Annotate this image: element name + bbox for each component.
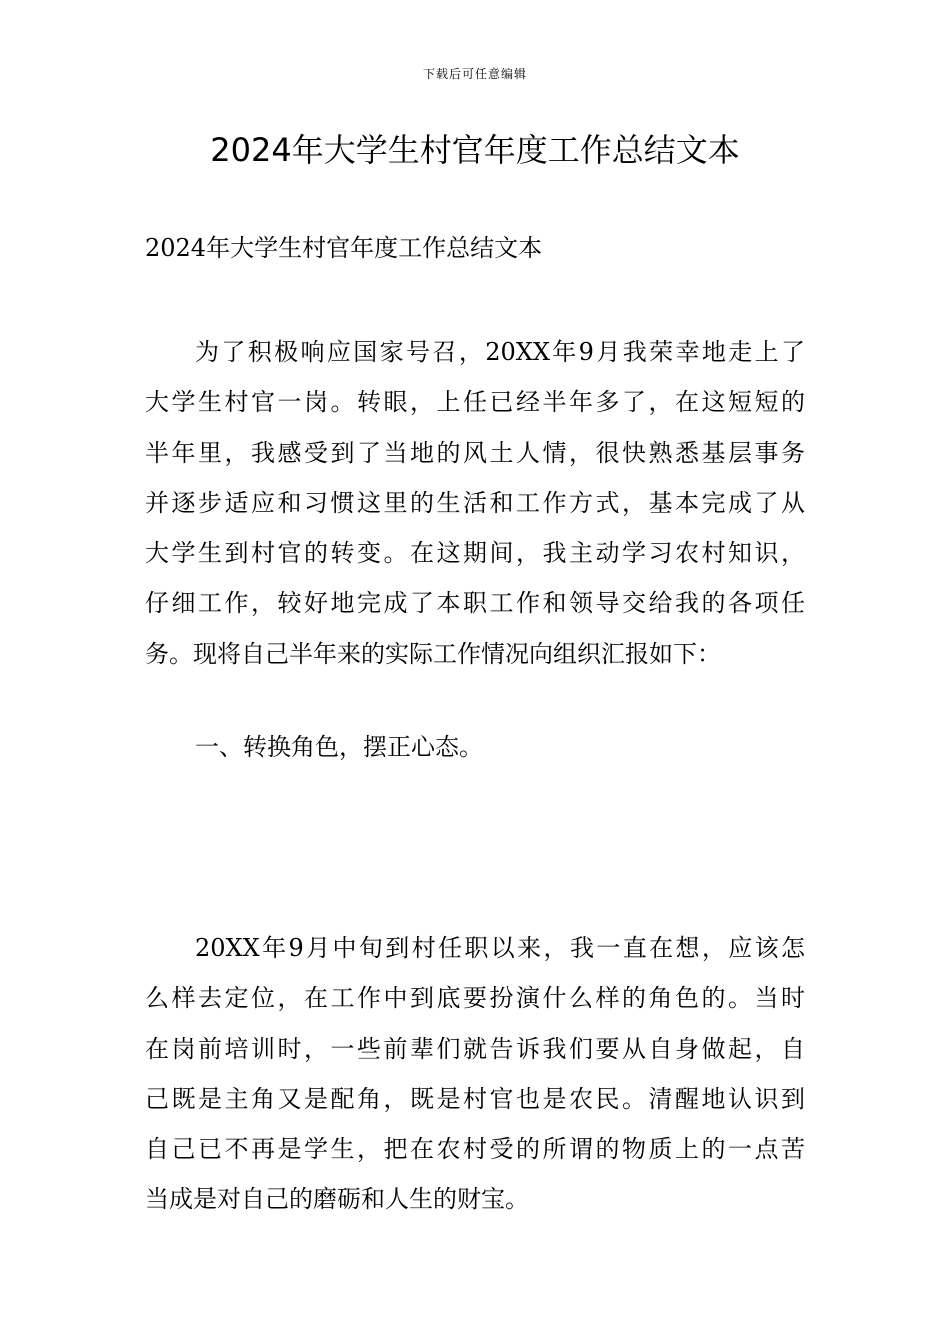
paragraph-line: 为了积极响应国家号召，20XX年9月我荣幸地走上了 [195, 338, 805, 366]
paragraph-line: 么样去定位，在工作中到底要扮演什么样的角色的。当时 [145, 984, 805, 1013]
paragraph-line: 大学生到村官的转变。在这期间，我主动学习农村知识， [145, 539, 805, 568]
paragraph-line: 半年里，我感受到了当地的风土人情，很快熟悉基层事务 [145, 438, 805, 467]
paragraph-line: 仔细工作，较好地完成了本职工作和领导交给我的各项任 [145, 589, 805, 618]
paragraph-line: 并逐步适应和习惯这里的生活和工作方式，基本完成了从 [145, 488, 805, 517]
paragraph-intro [145, 327, 805, 679]
header-note: 下载后可任意编辑 [422, 67, 527, 81]
paragraph-line: 自己已不再是学生，把在农村受的所谓的物质上的一点苦 [145, 1135, 805, 1164]
section-heading-text: 一、转换角色，摆正心态。 [195, 733, 483, 761]
paragraph-line: 大学生村官一岗。转眼，上任已经半年多了，在这短短的 [145, 388, 805, 417]
paragraph-line: 己既是主角又是配角，既是村官也是农民。清醒地认识到 [145, 1084, 805, 1113]
document-subtitle: 2024年大学生村官年度工作总结文本 [145, 234, 543, 262]
document-title: 2024年大学生村官年度工作总结文本 [210, 131, 740, 169]
section-heading [145, 722, 805, 772]
paragraph-line: 20XX年9月中旬到村任职以来，我一直在想，应该怎 [195, 934, 805, 962]
paragraph-line: 务。现将自己半年来的实际工作情况向组织汇报如下： [145, 639, 721, 668]
paragraph-line: 当成是对自己的磨砺和人生的财宝。 [145, 1185, 529, 1214]
paragraph-line: 在岗前培训时，一些前辈们就告诉我们要从自身做起，自 [145, 1034, 805, 1063]
paragraph-role [145, 923, 805, 1225]
